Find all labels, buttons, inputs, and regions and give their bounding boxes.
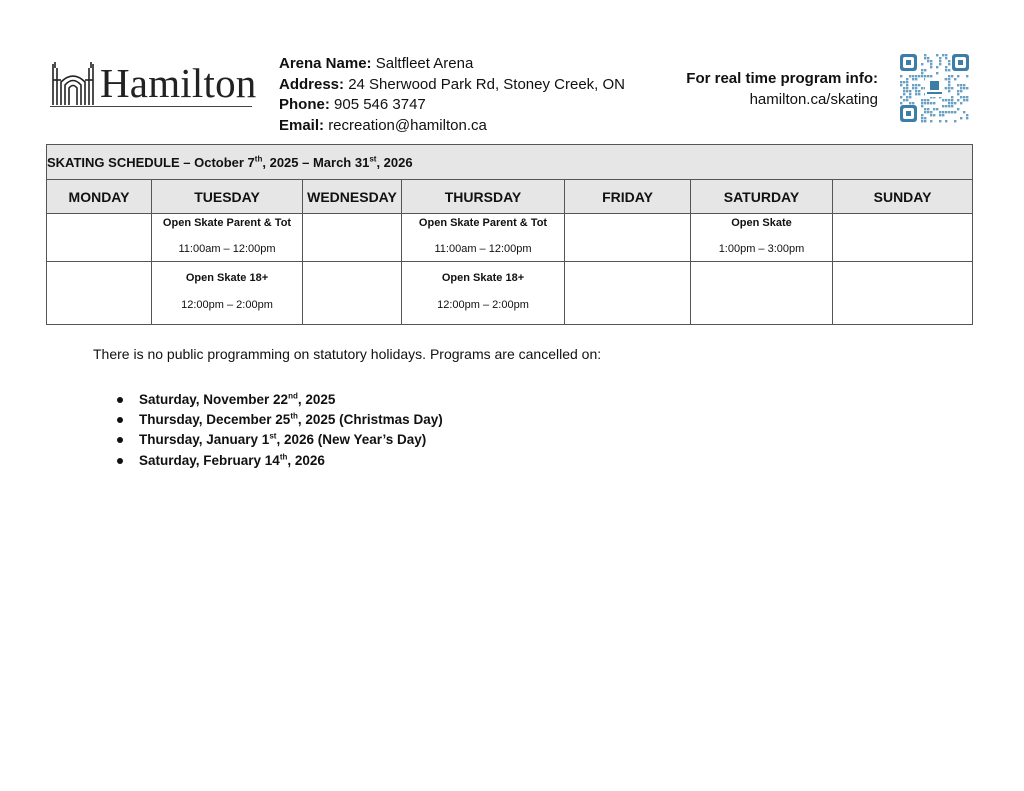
day-header-sunday: SUNDAY — [833, 180, 973, 214]
arena-name: Saltfleet Arena — [375, 55, 474, 72]
list-item: Thursday, December 25th, 2025 (Christmas Day) — [116, 410, 443, 430]
day-header-saturday: SATURDAY — [691, 180, 833, 214]
logo-underline — [50, 106, 252, 107]
skating-schedule-table — [46, 144, 973, 325]
schedule-row — [47, 262, 973, 325]
day-header-wednesday: WEDNESDAY — [303, 180, 402, 214]
schedule-title-row — [47, 145, 973, 180]
schedule-cell-empty — [565, 214, 691, 262]
arena-phone: 905 546 3747 — [334, 96, 426, 113]
schedule-cell — [152, 262, 303, 325]
schedule-row — [47, 214, 973, 262]
schedule-cell-empty — [47, 262, 152, 325]
program-name: Open Skate 18+ — [441, 272, 525, 284]
arena-email-line — [279, 116, 625, 137]
holiday-note: There is no public programming on statutory holidays. Programs are cancelled on: — [93, 346, 602, 362]
day-header-tuesday: TUESDAY — [152, 180, 303, 214]
hamilton-arch-icon — [50, 60, 96, 106]
schedule-cell — [402, 214, 565, 262]
realtime-title: For real time program info: — [686, 70, 878, 87]
program-name: Open Skate Parent & Tot — [162, 217, 292, 229]
day-header-thursday: THURSDAY — [402, 180, 565, 214]
day-header-friday: FRIDAY — [565, 180, 691, 214]
schedule-cell-empty — [565, 262, 691, 325]
list-item: Saturday, November 22nd, 2025 — [116, 390, 443, 410]
program-time: 1:00pm – 3:00pm — [718, 243, 805, 255]
qr-code-icon[interactable] — [899, 53, 970, 123]
schedule-cell-empty — [303, 262, 402, 325]
list-item: Saturday, February 14th, 2026 — [116, 451, 443, 471]
day-header-monday: MONDAY — [47, 180, 152, 214]
program-name: Open Skate Parent & Tot — [418, 217, 548, 229]
schedule-cell-empty — [691, 262, 833, 325]
schedule-cell-empty — [833, 262, 973, 325]
program-time: 11:00am – 12:00pm — [434, 243, 532, 255]
schedule-cell — [402, 262, 565, 325]
arena-address-label: Address: — [279, 75, 345, 93]
arena-email[interactable]: recreation@hamilton.ca — [328, 116, 487, 134]
schedule-cell-empty — [303, 214, 402, 262]
program-name: Open Skate — [731, 217, 792, 229]
schedule-cell-empty — [47, 214, 152, 262]
realtime-url[interactable]: hamilton.ca/skating — [749, 91, 878, 108]
arena-phone-label: Phone: — [279, 96, 330, 113]
hamilton-logo — [50, 60, 257, 108]
realtime-info — [686, 68, 878, 110]
program-time: 11:00am – 12:00pm — [178, 243, 276, 255]
program-time: 12:00pm – 2:00pm — [181, 299, 273, 311]
arena-name-label: Arena Name: — [279, 55, 372, 72]
logo-wordmark: Hamilton — [100, 60, 257, 106]
arena-email-label: Email: — [279, 116, 325, 134]
list-item: Thursday, January 1st, 2026 (New Year’s Day) — [116, 430, 443, 450]
arena-address-line — [279, 75, 625, 96]
program-name: Open Skate 18+ — [185, 272, 269, 284]
arena-phone-line — [279, 95, 625, 116]
program-time: 12:00pm – 2:00pm — [437, 299, 529, 311]
schedule-cell — [152, 214, 303, 262]
holiday-list — [116, 390, 443, 471]
schedule-title: SKATING SCHEDULE – October 7th, 2025 – March 31st, 2026 — [47, 145, 973, 180]
schedule-cell-empty — [833, 214, 973, 262]
arena-details — [279, 54, 625, 136]
arena-name-line — [279, 54, 625, 75]
schedule-header-row — [47, 180, 973, 214]
arena-address: 24 Sherwood Park Rd, Stoney Creek, ON — [348, 75, 625, 93]
schedule-cell — [691, 214, 833, 262]
